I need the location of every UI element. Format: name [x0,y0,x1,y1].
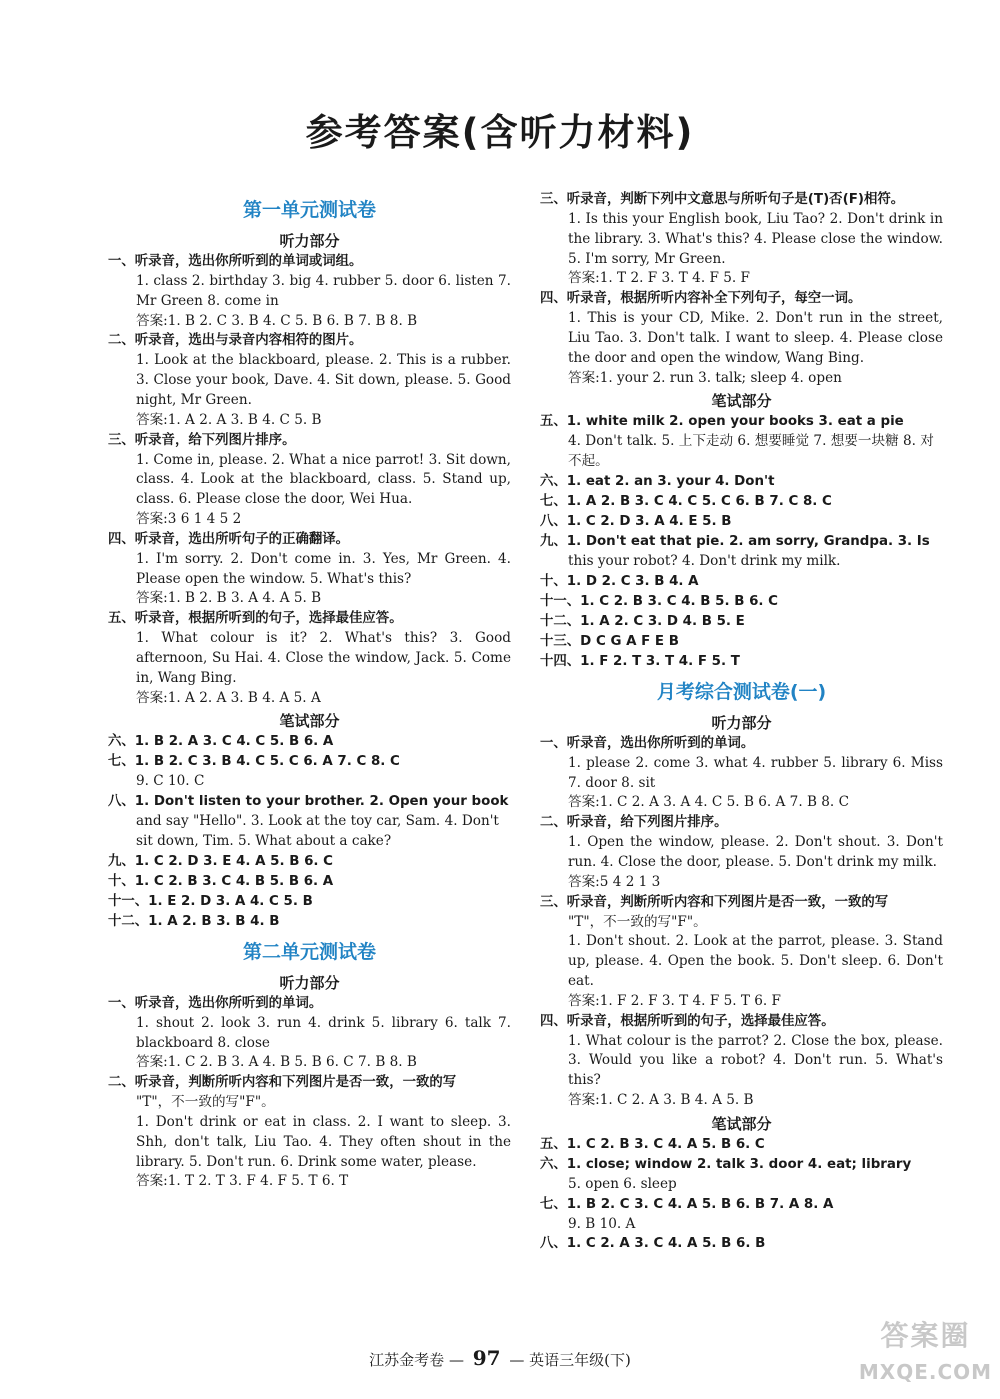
footer-subject: 英语三年级(下) [529,1351,631,1369]
answer-line: and say "Hello". 3. Look at the toy car, Sam. 4. Don't sit down, Tim. 5. What about a cake? [136,813,499,849]
question-line: 七、1. B 2. C 3. B 4. C 5. C 6. A 7. C 8. C [108,754,400,770]
question-line: 五、听录音，根据所听到的句子，选择最佳应答。 [108,611,403,627]
subsection-title: 听力部分 [279,973,340,992]
answer-line: 答案:1. F 2. F 3. T 4. F 5. T 6. F [568,992,781,1009]
question-line: 八、1. C 2. A 3. C 4. A 5. B 6. B [540,1236,766,1252]
answer-line: 9. C 10. C [136,773,205,790]
question-line: 十、1. C 2. B 3. C 4. B 5. B 6. A [108,873,334,889]
footer-book-title: 江苏金考卷 [369,1351,445,1369]
question-line: 九、1. C 2. D 3. E 4. A 5. B 6. C [108,853,333,869]
answer-line: 答案:1. C 2. B 3. A 4. B 5. B 6. C 7. B 8. B [136,1054,417,1071]
listening-script: 1. Is this your English book, Liu Tao? 2. Don't drink in the library. 3. What's this? 4. Please close the window. 5. I'm sorry, Mr Green. [568,211,943,267]
question-line: 四、听录音，根据所听到的句子，选择最佳应答。 [540,1013,835,1029]
listening-script: 1. Open the window, please. 2. Don't shout. 3. Don't run. 4. Close the door, please. 5. Don't drink my milk. [568,834,943,870]
question-line: 一、听录音，选出你所听到的单词。 [108,995,323,1011]
answer-line: 4. Don't talk. 5. 上下走动 6. 想要睡觉 7. 想要一块糖 8. 对不起。 [568,433,934,470]
listening-script: 1. shout 2. look 3. run 4. drink 5. library 6. talk 7. blackboard 8. close [136,1014,511,1051]
listening-script: 1. What colour is the parrot? 2. Close the box, please. 3. Would you like a robot? 4. Don't run. 5. What's this? [568,1032,943,1089]
question-line: 十一、1. C 2. B 3. C 4. B 5. B 6. C [540,593,778,609]
question-line: 二、听录音，选出与录音内容相符的图片。 [108,333,363,349]
question-line: 二、听录音，判断所听内容和下列图片是否一致，一致的写 [108,1075,457,1091]
question-line: 一、听录音，选出你所听到的单词。 [540,735,755,751]
left-column [108,190,511,1192]
listening-script: 1. class 2. birthday 3. big 4. rubber 5. door 6. listen 7. Mr Green 8. come in [136,273,511,309]
question-line: 五、1. C 2. B 3. C 4. A 5. B 6. C [540,1136,765,1152]
footer-dash-left: — [448,1351,469,1369]
watermark-text: 答案圈 [880,1319,971,1352]
question-line: 二、听录音，给下列图片排序。 [540,815,728,831]
question-line: 三、听录音，判断所听内容和下列图片是否一致，一致的写 [540,894,889,910]
question-line: 十、1. D 2. C 3. B 4. A [540,573,699,589]
listening-script: 1. This is your CD, Mike. 2. Don't run in the street, Liu Tao. 3. Don't talk. I want to sleep. 4. Please close the door and open the window, Wang Bing. [568,310,943,366]
question-line: 三、听录音，判断下列中文意思与所听句子是(T)否(F)相符。 [540,192,905,207]
answer-line: 答案:1. B 2. B 3. A 4. A 5. B [136,590,322,607]
page-footer [0,1346,1000,1370]
question-line: 九、1. Don't eat that pie. 2. am sorry, Grandpa. 3. Is [540,533,930,549]
section-title: 第二单元测试卷 [242,940,376,963]
answer-line: 答案:1. T 2. F 3. T 4. F 5. F [568,270,750,287]
question-line: 八、1. C 2. D 3. A 4. E 5. B [540,513,732,529]
question-line: 八、1. Don't listen to your brother. 2. Open your book [108,794,509,810]
subsection-title: 笔试部分 [279,712,340,731]
answer-line: 答案:1. T 2. T 3. F 4. F 5. T 6. T [136,1173,349,1190]
answer-line: 答案:1. A 2. A 3. B 4. A 5. A [136,689,321,706]
answer-line: 答案:1. B 2. C 3. B 4. C 5. B 6. B 7. B 8. B [136,312,418,329]
answer-line: 答案:1. C 2. A 3. B 4. A 5. B [568,1091,754,1108]
subsection-title: 笔试部分 [711,1114,772,1133]
listening-script: 1. I'm sorry. 2. Don't come in. 3. Yes, Mr Green. 4. Please open the window. 5. What's this? [136,550,511,587]
answer-line: 答案:3 6 1 4 5 2 [136,510,242,527]
answer-line: this your robot? 4. Don't drink my milk. [568,552,841,569]
question-line: 十三、D C G A F E B [540,633,679,649]
question-line: 五、1. white milk 2. open your books 3. eat a pie [540,414,904,430]
listening-script: 1. please 2. come 3. what 4. rubber 5. library 6. Miss 7. door 8. sit [568,754,943,791]
question-line: 四、听录音，根据所听内容补全下列句子，每空一词。 [540,291,862,307]
question-line: 三、听录音，给下列图片排序。 [108,432,296,448]
page-title: 参考答案(含听力材料) [305,111,695,154]
page-number: 97 [472,1346,501,1370]
answer-line: "T"，不一致的写"F"。 [136,1094,275,1111]
question-line: 六、1. eat 2. an 3. your 4. Don't [540,473,775,489]
question-line: 十二、1. A 2. C 3. D 4. B 5. E [540,613,745,629]
answer-line: 9. B 10. A [568,1215,636,1232]
question-line: 十四、1. F 2. T 3. T 4. F 5. T [540,653,740,669]
answer-line: 答案:1. A 2. A 3. B 4. C 5. B [136,411,322,428]
footer-dash-right: — [509,1351,530,1369]
listening-script: 1. Look at the blackboard, please. 2. This is a rubber. 3. Close your book, Dave. 4. Sit down, please. 5. Good night, Mr Green. [136,352,511,408]
question-line: 七、1. B 2. C 3. C 4. A 5. B 6. B 7. A 8. A [540,1196,834,1212]
answer-line: 答案:1. your 2. run 3. talk; sleep 4. open [568,369,842,386]
answer-line: 答案:5 4 2 1 3 [568,873,661,890]
answer-line: 5. open 6. sleep [568,1175,677,1192]
watermark-logo [858,1318,993,1390]
question-line: 七、1. A 2. B 3. C 4. C 5. C 6. B 7. C 8. C [540,493,832,509]
listening-script: 1. Come in, please. 2. What a nice parrot! 3. Sit down, class. 4. Look at the blackboard, class. 5. Stand up, class. 6. Please close the door, Wei Hua. [136,451,511,508]
section-title: 第一单元测试卷 [242,199,376,221]
subsection-title: 笔试部分 [711,392,772,411]
question-line: 十一、1. E 2. D 3. A 4. C 5. B [108,893,313,909]
listening-script: 1. Don't shout. 2. Look at the parrot, please. 3. Stand up, please. 4. Open the book. 5. Don't sleep. 6. Don't eat. [568,933,943,989]
subsection-title: 听力部分 [711,713,772,732]
question-line: 一、听录音，选出你所听到的单词或词组。 [108,254,363,269]
listening-script: 1. Don't drink or eat in class. 2. I want to sleep. 3. Shh, don't talk, Liu Tao. 4. They often shout in the library. 5. Don't run. 6. Drink some water, please. [136,1113,511,1170]
listening-script: 1. What colour is it? 2. What's this? 3. Good afternoon, Su Hai. 4. Close the window, Jack. 5. Come in, Wang Bing. [136,630,511,686]
subsection-title: 听力部分 [279,232,340,250]
question-line: 六、1. B 2. A 3. C 4. C 5. B 6. A [108,734,334,750]
watermark-url: MXQE.COM [858,1360,993,1384]
question-line: 十二、1. A 2. B 3. B 4. B [108,913,280,929]
section-title: 月考综合测试卷(一) [656,680,827,703]
question-line: 四、听录音，选出所听句子的正确翻译。 [108,531,350,547]
answer-line: 答案:1. C 2. A 3. A 4. C 5. B 6. A 7. B 8. C [568,794,849,811]
right-column [540,190,943,1254]
answer-line: "T"，不一致的写"F"。 [568,913,707,930]
question-line: 六、1. close; window 2. talk 3. door 4. eat; library [540,1156,912,1172]
